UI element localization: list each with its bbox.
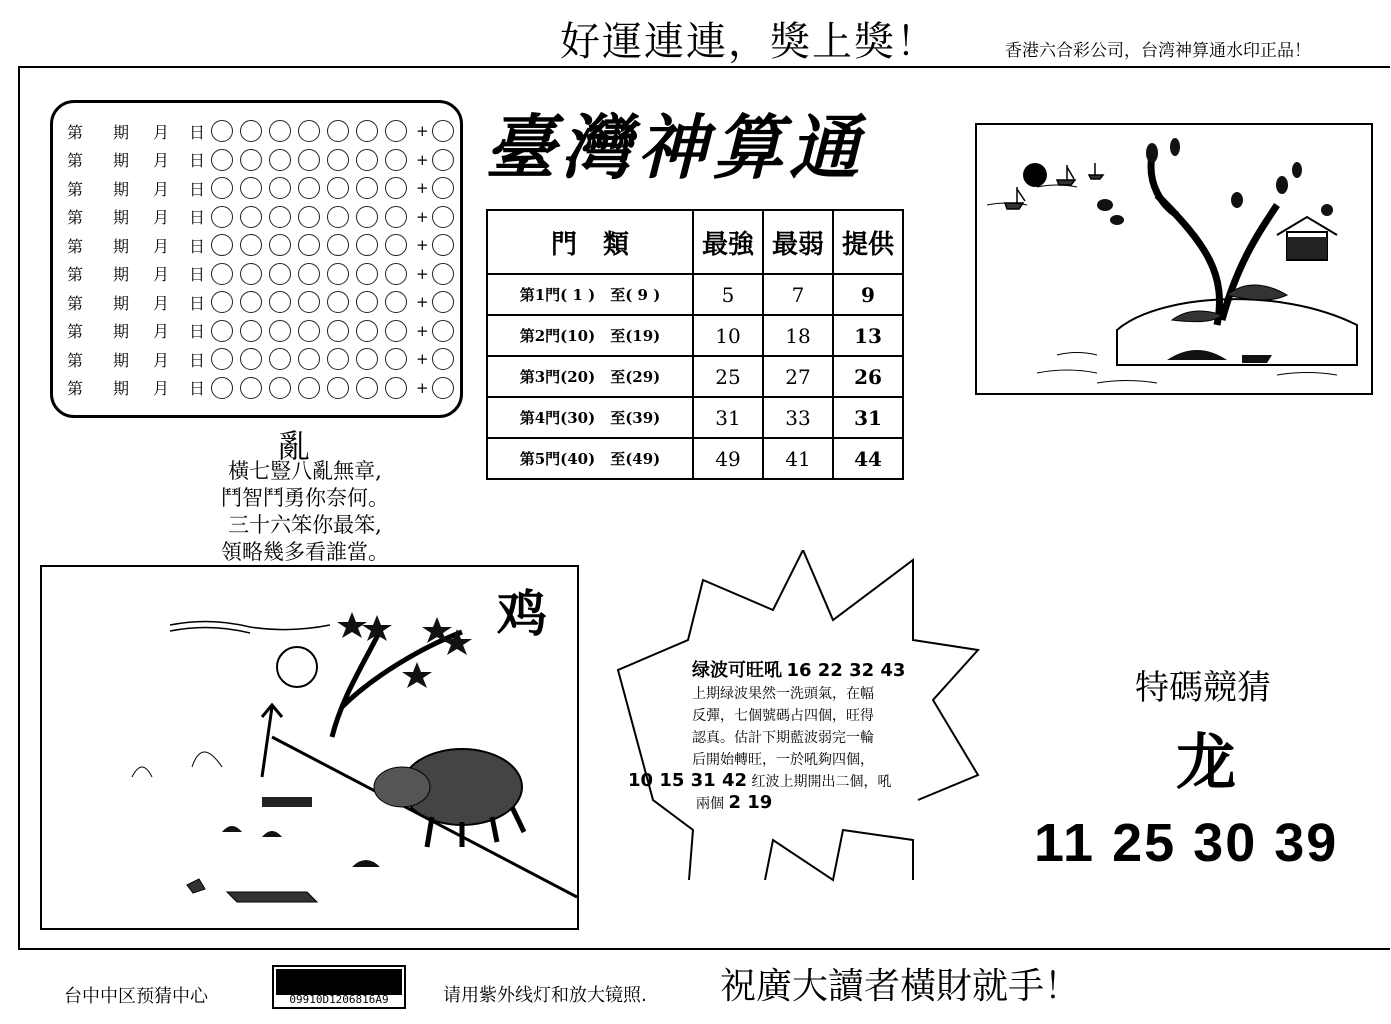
record-month: 月	[153, 151, 170, 170]
special-number-circle	[432, 177, 454, 199]
rock	[1117, 299, 1357, 365]
number-circle	[327, 348, 349, 370]
number-circle	[385, 291, 407, 313]
number-circle	[327, 234, 349, 256]
number-circle	[385, 206, 407, 228]
number-circle	[240, 320, 262, 342]
poem-line: 三十六笨你最笨,	[228, 513, 382, 537]
number-circle	[327, 177, 349, 199]
table-row	[487, 397, 903, 438]
record-row	[67, 319, 461, 343]
special-number-circle	[432, 206, 454, 228]
number-circle	[240, 263, 262, 285]
number-circle	[240, 149, 262, 171]
record-row	[67, 347, 461, 371]
number-circle	[211, 234, 233, 256]
barcode-bar	[276, 969, 402, 995]
number-circle	[211, 149, 233, 171]
number-circle	[356, 291, 378, 313]
special-number-circle	[432, 120, 454, 142]
number-circle	[356, 320, 378, 342]
table-row	[487, 274, 903, 315]
record-row	[67, 262, 461, 286]
plus-sign: +	[416, 122, 429, 140]
number-circle	[298, 348, 320, 370]
special-number-circle	[432, 377, 454, 399]
poem-line: 橫七豎八亂無章,	[228, 459, 382, 483]
number-circle	[269, 348, 291, 370]
record-day: 日	[189, 122, 206, 142]
number-circle	[385, 320, 407, 342]
record-label: 第	[67, 151, 84, 170]
number-circle	[385, 120, 407, 142]
cell-strong: 49	[693, 438, 763, 479]
number-circle	[269, 377, 291, 399]
record-label: 第	[67, 265, 84, 284]
number-circle	[298, 206, 320, 228]
record-period: 期	[113, 350, 130, 370]
cell-door: 第3門(20) 至(29)	[487, 356, 693, 397]
barcode	[272, 965, 406, 1009]
number-circle	[269, 320, 291, 342]
number-circle	[356, 234, 378, 256]
record-period: 期	[113, 322, 130, 341]
footer-greeting: 祝廣大讀者橫財就手！	[720, 966, 1081, 1007]
number-circle	[298, 234, 320, 256]
barcode-text: 09910D1206816A9	[289, 993, 389, 1006]
record-month: 月	[153, 293, 170, 313]
page-title: 臺灣神算通	[485, 106, 865, 189]
number-circle	[385, 377, 407, 399]
number-circle	[327, 320, 349, 342]
number-circle	[356, 177, 378, 199]
cell-door: 第1門( 1 ) 至( 9 )	[487, 274, 693, 315]
number-circle	[356, 348, 378, 370]
cell-door: 第5門(40) 至(49)	[487, 438, 693, 479]
header-strong: 最強	[693, 210, 763, 274]
number-circle	[385, 263, 407, 285]
burst-last-nums: 10 15 31 42	[628, 770, 747, 791]
burst-last-line	[628, 770, 891, 791]
record-day: 日	[189, 322, 206, 341]
record-period: 期	[113, 293, 130, 313]
cell-provide: 9	[833, 274, 903, 315]
moon-icon	[277, 647, 317, 687]
record-row	[67, 205, 461, 229]
burst-line: 反彈，七個號碼占四個，旺得	[692, 708, 874, 724]
table-header-row	[487, 210, 903, 274]
poem	[212, 458, 398, 566]
record-period: 期	[113, 122, 130, 142]
record-box	[50, 100, 463, 418]
record-month: 月	[153, 265, 170, 284]
number-circle	[269, 206, 291, 228]
burst-line: 上期绿波果然一洗頭氣，在幅	[692, 686, 874, 702]
number-circle	[211, 320, 233, 342]
number-circle	[327, 206, 349, 228]
burst-line: 認真。估計下期藍波弱完一輪	[692, 730, 874, 746]
header-provide: 提供	[833, 210, 903, 274]
record-label: 第	[67, 236, 84, 256]
special-number-circle	[432, 348, 454, 370]
table-row	[487, 438, 903, 479]
number-circle	[298, 291, 320, 313]
plus-sign: +	[416, 264, 429, 283]
record-month: 月	[153, 379, 170, 398]
record-day: 日	[189, 265, 206, 284]
cell-strong: 31	[693, 397, 763, 438]
record-label: 第	[67, 350, 84, 370]
footer-center-name: 台中中区预猜中心	[64, 986, 208, 1007]
record-label: 第	[67, 379, 84, 398]
record-month: 月	[153, 236, 170, 256]
zodiac-character: 鸡	[497, 585, 547, 643]
guess-numbers: 11 25 30 39	[1034, 813, 1339, 873]
special-number-circle	[432, 149, 454, 171]
cell-weak: 27	[763, 356, 833, 397]
burst-headline-nums: 16 22 32 43	[786, 660, 906, 681]
number-circle	[211, 377, 233, 399]
record-period: 期	[113, 179, 130, 199]
cell-strong: 10	[693, 315, 763, 356]
burst-headline	[692, 660, 942, 683]
record-day: 日	[189, 179, 206, 199]
table-row	[487, 315, 903, 356]
number-circle	[211, 263, 233, 285]
boat-icon	[1005, 187, 1025, 209]
guess-animal: 龙	[1176, 728, 1236, 798]
number-circle	[327, 291, 349, 313]
poem-line: 領略幾多看誰當。	[221, 540, 389, 564]
cell-weak: 33	[763, 397, 833, 438]
record-label: 第	[67, 322, 84, 341]
poem-title: 亂	[278, 427, 311, 465]
plus-sign: +	[416, 378, 429, 397]
cell-weak: 41	[763, 438, 833, 479]
record-day: 日	[189, 350, 206, 370]
number-circle	[385, 177, 407, 199]
record-day: 日	[189, 236, 206, 256]
number-circle	[211, 291, 233, 313]
record-row	[67, 148, 461, 172]
number-circle	[211, 120, 233, 142]
burst-end-nums: 2 19	[728, 792, 773, 813]
header-weak: 最弱	[763, 210, 833, 274]
number-circle	[298, 177, 320, 199]
cell-strong: 25	[693, 356, 763, 397]
record-day: 日	[189, 151, 206, 170]
number-circle	[298, 120, 320, 142]
record-label: 第	[67, 208, 84, 227]
number-circle	[327, 263, 349, 285]
number-circle	[211, 177, 233, 199]
plus-sign: +	[416, 350, 429, 368]
record-row	[67, 290, 461, 314]
record-period: 期	[113, 379, 130, 398]
number-circle	[327, 377, 349, 399]
illustration-tree-house	[975, 123, 1373, 395]
number-circle	[211, 206, 233, 228]
number-circle	[298, 149, 320, 171]
record-period: 期	[113, 151, 130, 170]
number-circle	[269, 149, 291, 171]
boat-icon	[1057, 165, 1075, 185]
number-circle	[385, 348, 407, 370]
top-slogan: 好運連連，獎上獎！	[560, 19, 938, 65]
number-circle	[269, 291, 291, 313]
burst-end-line	[696, 792, 772, 813]
number-circle	[269, 177, 291, 199]
burst-text	[692, 660, 942, 771]
number-circle	[356, 263, 378, 285]
special-number-circle	[432, 291, 454, 313]
record-month: 月	[153, 350, 170, 370]
top-note: 香港六合彩公司，台湾神算通水印正品！	[1005, 41, 1311, 61]
number-circle	[269, 263, 291, 285]
number-circle	[327, 120, 349, 142]
cell-door: 第4門(30) 至(39)	[487, 397, 693, 438]
number-circle	[240, 177, 262, 199]
record-period: 期	[113, 208, 130, 227]
cell-weak: 7	[763, 274, 833, 315]
tree-branch	[332, 627, 462, 737]
number-circle	[298, 263, 320, 285]
door-table	[486, 209, 904, 480]
record-label: 第	[67, 179, 84, 199]
number-circle	[240, 234, 262, 256]
table-row	[487, 356, 903, 397]
plus-sign: +	[416, 236, 429, 254]
poem-line: 鬥智鬥勇你奈何。	[221, 486, 389, 510]
record-period: 期	[113, 265, 130, 284]
number-circle	[211, 348, 233, 370]
special-number-circle	[432, 234, 454, 256]
number-circle	[240, 377, 262, 399]
number-circle	[356, 206, 378, 228]
number-circle	[356, 149, 378, 171]
sun-icon	[1023, 163, 1047, 187]
record-row	[67, 176, 461, 200]
number-circle	[385, 234, 407, 256]
header-door: 門 類	[487, 210, 693, 274]
number-circle	[240, 348, 262, 370]
number-circle	[298, 320, 320, 342]
plus-sign: +	[416, 179, 429, 197]
cell-provide: 13	[833, 315, 903, 356]
cell-strong: 5	[693, 274, 763, 315]
number-circle	[240, 120, 262, 142]
record-row	[67, 376, 461, 400]
record-period: 期	[113, 236, 130, 256]
number-circle	[356, 377, 378, 399]
plus-sign: +	[416, 207, 429, 226]
boat-icon	[1089, 163, 1103, 179]
record-label: 第	[67, 293, 84, 313]
burst-line: 后開始轉旺，一於吼夠四個，	[692, 752, 874, 768]
record-day: 日	[189, 379, 206, 398]
plus-sign: +	[416, 150, 429, 169]
burst-last-text: 红波上期開出二個，吼	[751, 774, 892, 790]
number-circle	[385, 149, 407, 171]
plus-sign: +	[416, 293, 429, 311]
tree-house-drawing	[977, 125, 1371, 393]
cell-door: 第2門(10) 至(19)	[487, 315, 693, 356]
record-day: 日	[189, 208, 206, 227]
record-label: 第	[67, 122, 84, 142]
number-circle	[298, 377, 320, 399]
burst-end-text: 兩個	[696, 796, 724, 812]
record-row	[67, 119, 461, 143]
record-month: 月	[153, 322, 170, 341]
record-month: 月	[153, 179, 170, 199]
number-circle	[269, 234, 291, 256]
burst-headline-text: 绿波可旺吼	[692, 660, 782, 681]
number-circle	[269, 120, 291, 142]
guess-title: 特碼競猜	[1135, 668, 1271, 708]
record-row	[67, 233, 461, 257]
cell-provide: 26	[833, 356, 903, 397]
record-month: 月	[153, 122, 170, 142]
number-circle	[240, 206, 262, 228]
cell-provide: 31	[833, 397, 903, 438]
plus-sign: +	[416, 321, 429, 340]
footer-instruction: 请用紫外线灯和放大镜照.	[443, 985, 647, 1006]
cell-provide: 44	[833, 438, 903, 479]
special-number-circle	[432, 263, 454, 285]
number-circle	[356, 120, 378, 142]
record-month: 月	[153, 208, 170, 227]
number-circle	[327, 149, 349, 171]
cell-weak: 18	[763, 315, 833, 356]
record-day: 日	[189, 293, 206, 313]
number-circle	[240, 291, 262, 313]
tree-leaves	[1097, 138, 1333, 225]
special-number-circle	[432, 320, 454, 342]
